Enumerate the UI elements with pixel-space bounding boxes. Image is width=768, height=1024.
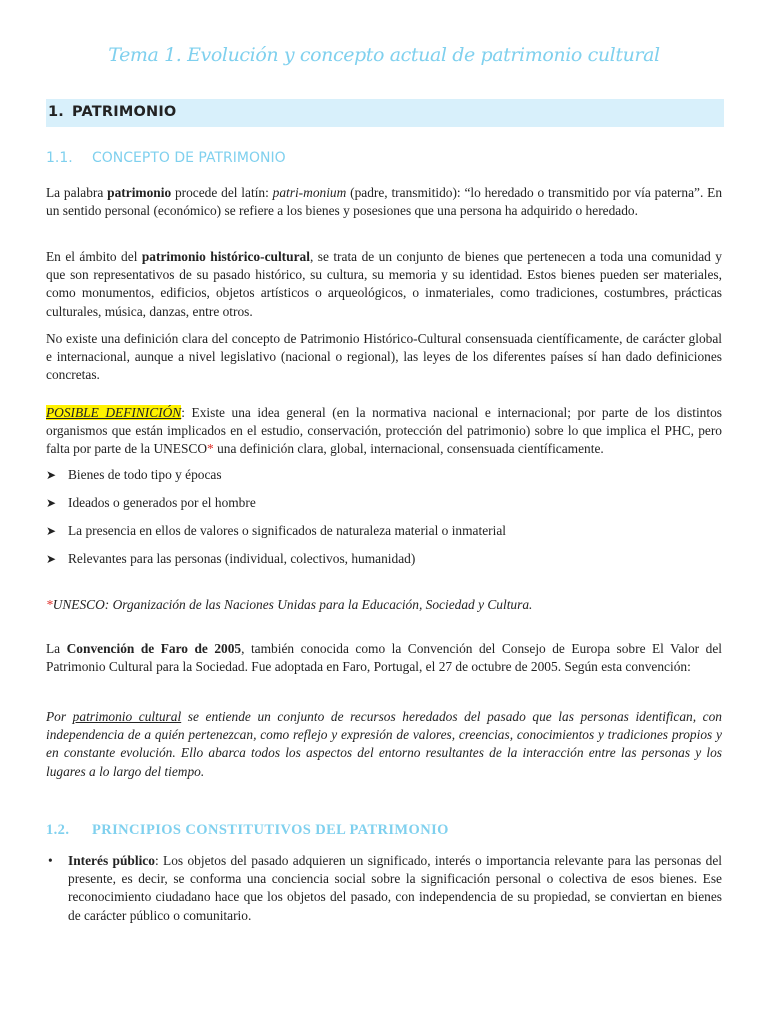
text-run: se entiende un conjunto de recursos heredados del pasado que las personas identifican, con independencia de a quién pertenezcan, como reflejo y expresión de valores, creencias, conocimientos y tradiciones propios y en constante evolución. Ello abarca todos los aspectos del entorno resultantes de la interacción entre las personas y los lugares a lo largo del tiempo.	[46, 709, 722, 779]
text-run: La palabra	[46, 185, 108, 200]
subsection-heading-1-2	[46, 822, 449, 839]
principle-text	[68, 852, 722, 925]
term-patrimonio: patrimonio	[107, 185, 172, 200]
paragraph-faro-convention	[46, 640, 722, 676]
paragraph-no-definition: No existe una definición clara del concepto de Patrimonio Histórico-Cultural consensuada científicamente, de carácter global e internacional, aunque a nivel legislativo (nacional o regional), las leyes de los diferentes países sí han dado definiciones concretas.	[46, 331, 722, 383]
text-run: En el ámbito del	[46, 249, 142, 264]
subsection-label: PRINCIPIOS CONSTITUTIVOS DEL PATRIMONIO	[92, 822, 449, 838]
text-run: : Los objetos del pasado adquieren un significado, interés o importancia relevante para las personas del presente, es decir, se conforma una conciencia social sobre la significación personal o colectiva de esos bienes. Ese reconocimiento ciudadano hace que los objetos del pasado, con independencia de su propiedad, se conviertan en bienes de carácter público o comunitario.	[68, 853, 722, 923]
list-item	[46, 550, 722, 578]
list-item	[46, 494, 722, 522]
principle-term: Interés público	[68, 853, 155, 868]
term-faro-convention: Convención de Faro de 2005	[66, 641, 242, 656]
arrow-bullet-icon: ➤	[46, 468, 57, 482]
text-run: (padre, transmitido): “lo heredado o transmitido por vía paterna”. En un sentido personal (económico) se refiere a los bienes y posesiones que una persona ha adquirido o heredado.	[46, 185, 723, 219]
criteria-list	[46, 466, 722, 578]
highlight-possible-definition: POSIBLE DEFINICIÓN	[46, 405, 182, 420]
list-item-text: Relevantes para las personas (individual, colectivos, humanidad)	[68, 551, 416, 566]
list-item	[46, 522, 722, 550]
arrow-bullet-icon: ➤	[46, 496, 57, 510]
subsection-label: CONCEPTO DE PATRIMONIO	[92, 150, 286, 166]
footnote-unesco	[46, 596, 722, 614]
bullet-dot-icon: •	[48, 853, 53, 868]
list-item-text: Ideados o generados por el hombre	[68, 495, 256, 510]
text-run: La	[46, 641, 67, 656]
paragraph-possible-definition	[46, 404, 722, 459]
term-patrimonio-cultural: patrimonio cultural	[72, 709, 182, 724]
text-run: , se trata de un conjunto de bienes que pertenecen a toda una comunidad y que son representativos de su pasado histórico, su cultura, su memoria y su identidad. Estos bienes pueden ser materiales, como monumentos, edificios, objetos artísticos o arqueológicos, o inmateriales, como tradiciones, costumbres, prácticas culturales, música, danzas, entre otros.	[46, 249, 722, 319]
term-historic-cultural: patrimonio histórico-cultural	[141, 249, 310, 264]
list-item-text: La presencia en ellos de valores o significados de naturaleza material o inmaterial	[68, 523, 506, 538]
subsection-number: 1.1.	[46, 150, 73, 166]
text-run: Por	[46, 709, 73, 724]
paragraph-faro-definition	[46, 708, 722, 781]
section-label: PATRIMONIO	[72, 104, 177, 120]
section-heading	[48, 104, 176, 120]
text-run: una definición clara, global, internacional, consensuada científicamente.	[213, 441, 604, 457]
arrow-bullet-icon: ➤	[46, 524, 57, 538]
section-number: 1.	[48, 104, 64, 120]
subsection-heading-1-1	[46, 150, 286, 166]
principle-public-interest	[46, 852, 722, 925]
arrow-bullet-icon: ➤	[46, 552, 57, 566]
footnote-star: *	[207, 441, 214, 457]
subsection-number: 1.2.	[46, 822, 70, 838]
term-latin: patri-monium	[272, 185, 347, 200]
text-run: procede del latín:	[171, 185, 273, 200]
text-run: : Existe una idea general (en la normativa nacional e internacional; por parte de los distintos organismos que están implicados en el estudio, conservación, protección del patrimonio) sobre lo que implica el PHC, pero falta por parte de la UNESCO	[46, 405, 723, 457]
paragraph-historic-cultural	[46, 248, 722, 321]
text-run: , también conocida como la Convención del Consejo de Europa sobre El Valor del Patrimonio Cultural para la Sociedad. Fue adoptada en Faro, Portugal, el 27 de octubre de 2005. Según esta convención:	[46, 641, 722, 675]
paragraph-etymology	[46, 184, 722, 220]
footnote-text: UNESCO: Organización de las Naciones Unidas para la Educación, Sociedad y Cultura.	[52, 597, 533, 612]
list-item	[46, 466, 722, 494]
footnote-star: *	[46, 597, 53, 612]
list-item-text: Bienes de todo tipo y épocas	[68, 467, 222, 482]
document-title: Tema 1. Evolución y concepto actual de patrimonio cultural	[108, 44, 660, 66]
